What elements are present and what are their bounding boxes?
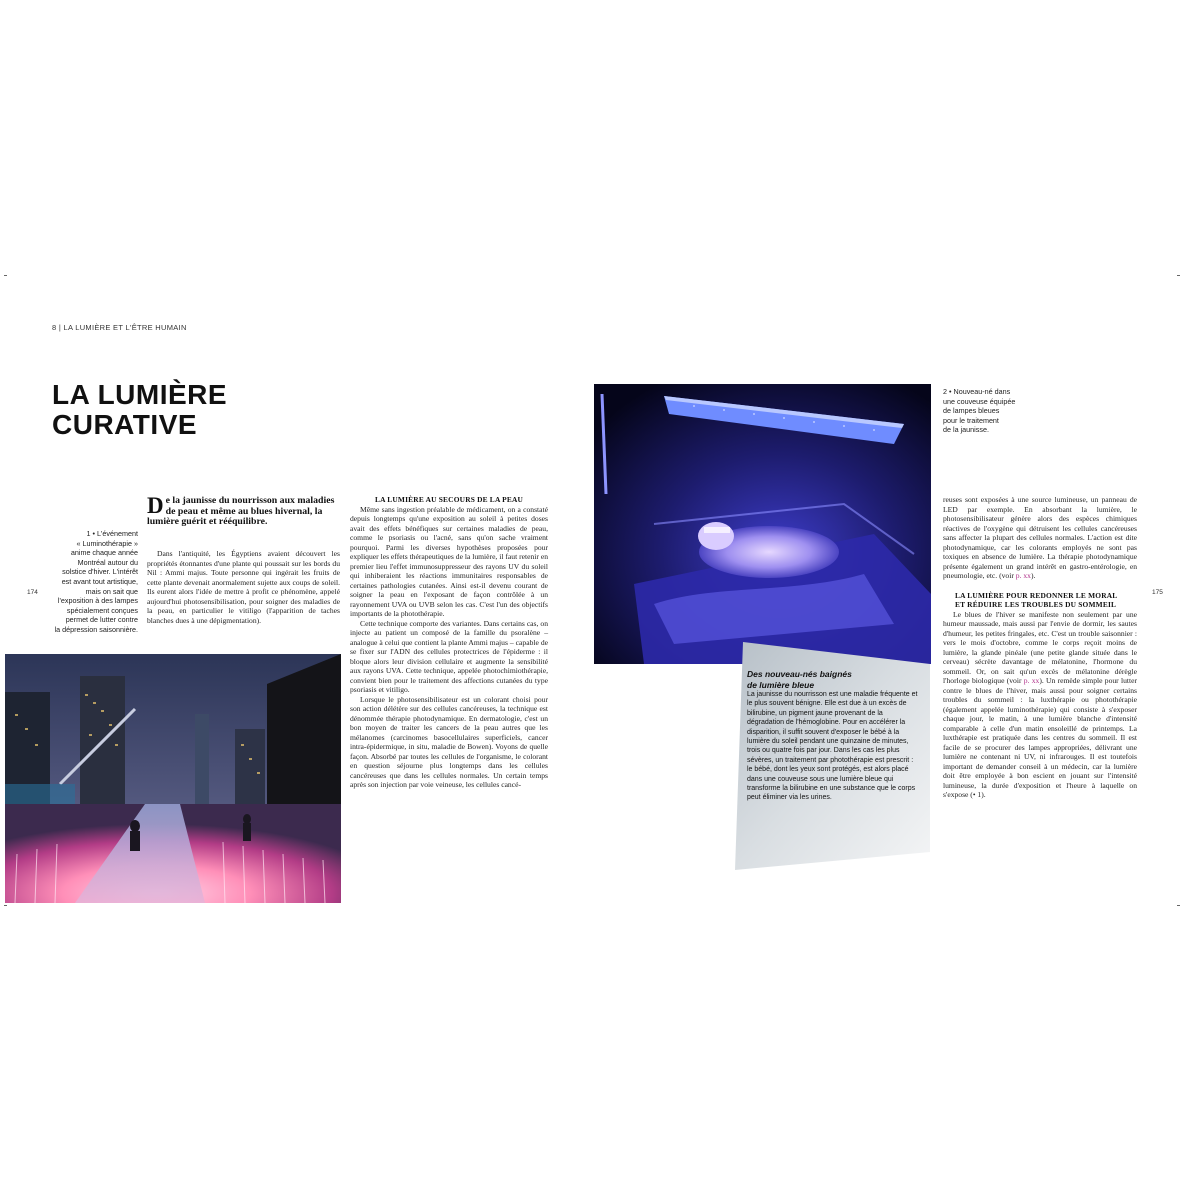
caption-line: de la jaunisse.	[943, 425, 989, 435]
crop-mark	[1177, 275, 1180, 276]
box-title-line: Des nouveau-nés baignés	[747, 669, 852, 679]
caption-line: Montréal autour du	[77, 557, 138, 567]
page-title	[52, 380, 227, 440]
column-2	[350, 495, 548, 790]
page-number-right: 175	[1152, 589, 1163, 596]
text-run: ). Un remède simple pour lutter contre le blues de l'hiver, mais aussi pour soigner certains troubles du sommeil : la luxthérapie ou photothérapie (également appelée luminothérapie) qui consiste à s'exposer chaque jour, le matin, à une lumière blanche d'intensité comparable à celle d'un matin ensoleillé de printemps. La luxthérapie est pratiquée dans les centres du sommeil. Il est facile de se procurer des lampes appropriées, délivrant une lumière ne contenant ni UV, ni infrarouges. Il est toutefois important de demander conseil à un médecin, car la lumière doit être employée à bon escient en jouant sur l'intensité lumineuse, la durée d'exposition et l'heure à laquelle on s'expose (• 1).	[943, 676, 1137, 799]
caption-line: la dépression saisonnière.	[54, 624, 138, 634]
caption-line: 1 • L'événement	[86, 529, 138, 538]
caption-line: « Luminothérapie »	[76, 538, 138, 548]
caption-line: spécialement conçues	[66, 605, 138, 615]
caption-line: solstice d'hiver. L'intérêt	[62, 567, 138, 577]
sidebar-box	[735, 642, 930, 870]
crop-mark	[4, 905, 7, 906]
page-number-left: 174	[27, 589, 38, 596]
caption-line: permet de lutter contre	[65, 615, 138, 625]
subhead-moral	[943, 591, 1137, 610]
paragraph: Dans l'antiquité, les Égyptiens avaient découvert les propriétés étonnantes d'une plante qui poussait sur les bords du Nil : Ammi majus. Toute personne qui ingérait les fruits de cette plante devenait anormalement sujette aux coups de soleil. Ils eurent alors l'idée de mettre à profit ce phénomène, appelé aujourd'hui photosensibilisation, pour soigner des maladies de la peau, en particulier le vitiligo (l'apparition de taches blanches dues à une dépigmentation).	[147, 549, 340, 625]
text-run: reuses sont exposées à une source lumineuse, un panneau de LED par exemple. En absorbant la lumière, le photosensibilisateur génère alors des espèces chimiques réactives de l'oxygène qui détruisent les cellules cancéreuses sans affecter la plupart des cellules normales. L'action est dite photodynamique, car les colorants employés ne sont pas toxiques en absence de lumière. La thérapie photodynamique présente également un grand intérêt en gastro-entérologie, en pneumologie, etc. (voir	[943, 495, 1137, 580]
page-reference-link[interactable]: p. xx	[1023, 676, 1040, 685]
subhead-line: ET RÉDUIRE LES TROUBLES DU SOMMEIL	[955, 600, 1117, 609]
paragraph: Cette technique comporte des variantes. Dans certains cas, on injecte au patient un composé de la famille du psoralène – analogue à celui que contient la plante Ammi majus – capable de se fixer sur l'ADN des cellules protectrices de l'épiderme : il bloque alors leur division cellulaire et augmente la sensibilité aux rayons UVA. Cette technique, appelée photochimiothérapie, convient bien pour le traitement des affections cutanées du type psoriasis et vitiligo.	[350, 618, 548, 694]
caption-line: pour le traitement	[943, 415, 999, 425]
column-1	[147, 549, 340, 625]
title-line: CURATIVE	[52, 409, 198, 440]
subhead-line: LA LUMIÈRE POUR REDONNER LE MORAL	[955, 590, 1118, 600]
running-head: 8 | LA LUMIÈRE ET L'ÊTRE HUMAIN	[52, 323, 187, 332]
paragraph	[943, 495, 1137, 581]
photo-montreal-luminotherapie	[5, 654, 341, 903]
subhead-peau: LA LUMIÈRE AU SECOURS DE LA PEAU	[374, 495, 524, 504]
paragraph: Même sans ingestion préalable de médicament, on a constaté depuis longtemps qu'une exposition au soleil à petites doses avait des effets bénéfiques sur certaines maladies de peau, comme le psoriasis ou l'acné, sans qu'on sache vraiment pourquoi. Parmi les diverses hypothèses proposées pour expliquer les effets thérapeutiques de la lumière, il faut retenir en premier lieu l'effet immunosuppresseur des rayons UV du soleil qui inhiberaient les réactions immunitaires responsables de certaines pathologies cutanées. Ainsi est-il devenu courant de soigner la peau en l'exposant de façon contrôlée à un rayonnement UVA ou UVB selon les cas. C'est l'un des objectifs importants de la photothérapie.	[350, 504, 548, 618]
photo-newborn-blue-light	[594, 384, 931, 664]
lead-paragraph	[147, 493, 337, 528]
column-3	[943, 495, 1137, 800]
caption-1	[52, 529, 138, 635]
page-reference-link[interactable]: p. xx	[1015, 571, 1031, 580]
caption-line: de lampes bleues	[943, 406, 1000, 416]
box-text: La jaunisse du nourrisson est une maladie fréquente et le plus souvent bénigne. Elle est due à un excès de bilirubine, un pigment jaune provenant de la dégradation de l'hémoglobine. Pour en accélérer la disparition, il suffit souvent d'exposer le bébé à la lumière du soleil pendant une quinzaine de minutes, trois ou quatre fois par jour. Dans les cas les plus sévères, un traitement par photothérapie est prescrit : le bébé, dont les yeux sont protégés, est alors placé dans une couveuse sous une lumière bleue qui transforme la bilirubine en une substance que le corps peut éliminer via les urines.	[747, 691, 918, 802]
lead-text: e la jaunisse du nourrisson aux maladies de peau et même au blues hivernal, la lumière guérit et rééquilibre.	[147, 495, 335, 528]
paragraph	[943, 610, 1137, 800]
box-title	[747, 669, 919, 690]
caption-line: est avant tout artistique,	[61, 576, 138, 586]
caption-line: anime chaque année	[70, 548, 138, 558]
title-line: LA LUMIÈRE	[52, 379, 228, 410]
text-run: ).	[1030, 571, 1036, 580]
text-run: Le blues de l'hiver se manifeste non seulement par une humeur maussade, mais aussi par l'envie de dormir, les sautes d'humeur, les petites fringales, etc. C'est un trouble saisonnier : vers le mois d'octobre, comme le corps reçoit moins de lumière, la glande pinéale (une petite glande située dans le cerveau) sécrète davantage de mélatonine, l'hormone du sommeil. Or, on sait qu'un excès de mélatonine dérègle l'horloge biologique (voir	[943, 609, 1137, 685]
caption-line: mais on sait que	[85, 586, 138, 596]
caption-line: une couveuse équipée	[943, 396, 1016, 406]
caption-line: 2 • Nouveau-né dans	[943, 387, 1011, 396]
paragraph: Lorsque le photosensibilisateur est un colorant choisi pour son action délétère sur des cellules cancéreuses, la technique est dénommée thérapie photodynamique. En dermatologie, c'est un bon moyen de traiter les cancers de la peau autres que les mélanomes (carcinomes basocellulaires superficiels, cancer intra-épidermique, in situ, maladie de Bowen). Voyons de quelle façon. Absorbé par toutes les cellules de l'organisme, le colorant en question séjourne plus longtemps dans les cellules cancéreuses que dans les cellules normales. Un certain temps après son injection par voie veineuse, les cellules cancé-	[350, 694, 548, 789]
caption-line: l'exposition à des lampes	[57, 596, 138, 606]
crop-mark	[4, 275, 7, 276]
caption-2	[943, 387, 1033, 435]
drop-cap: D	[147, 493, 164, 518]
box-title-line: de lumière bleue	[747, 679, 815, 690]
crop-mark	[1177, 905, 1180, 906]
